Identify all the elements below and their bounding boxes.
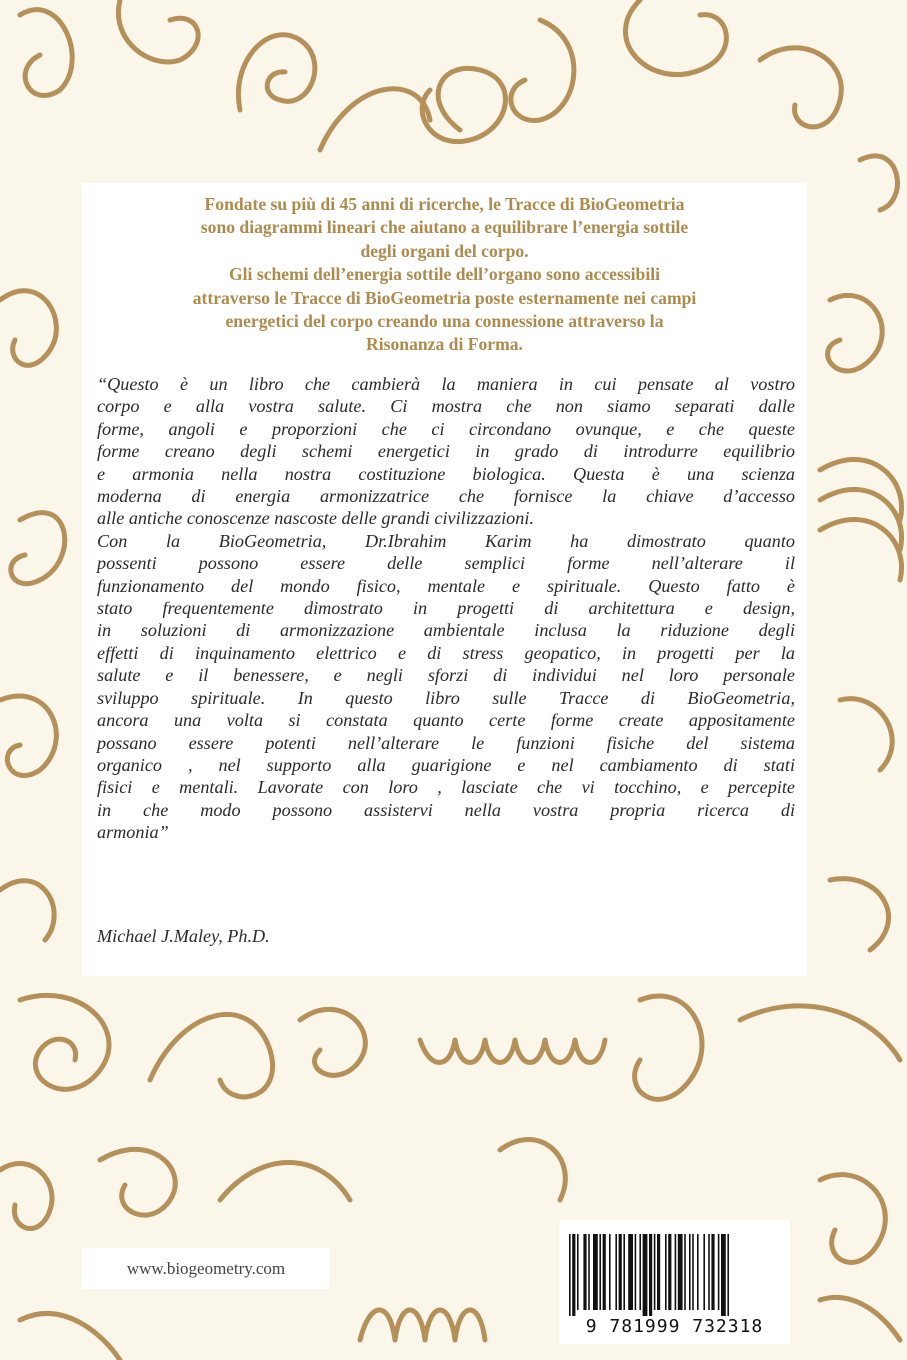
swirl-ornament <box>300 1009 365 1075</box>
swirl-ornament <box>828 295 883 371</box>
quote-line: ancora una volta si constata quanto certe forme create appositamente <box>97 710 795 731</box>
website-url: www.biogeometry.com <box>82 1248 330 1289</box>
barcode-bar <box>697 1234 699 1310</box>
quote-line: organico , nel supporto alla guarigione e nel cambiamento di stati <box>97 754 795 775</box>
intro-line: Fondate su più di 45 anni di ricerche, le Tracce di BioGeometria <box>204 194 685 214</box>
swirl-ornament <box>11 513 65 584</box>
barcode-bar <box>623 1234 625 1310</box>
swirl-ornament <box>100 1149 175 1215</box>
barcode-bar <box>615 1234 617 1310</box>
barcode-bar <box>643 1234 648 1316</box>
quote-line: effetti di inquinamento elettrico e di stress geopatico, in progetti per la <box>97 642 795 663</box>
barcode-bar <box>703 1234 705 1310</box>
swirl-ornament <box>860 156 897 210</box>
quote-line: possenti possono essere delle semplici forme nell’alterare il <box>97 553 795 574</box>
swirl-ornament <box>320 89 430 150</box>
barcode-bar <box>577 1234 579 1310</box>
quote-line: “Questo è un libro che cambierà la maniera in cui pensate al vostro <box>97 374 795 394</box>
barcode-bar <box>668 1234 671 1310</box>
barcode-bar <box>665 1234 667 1310</box>
barcode-bar <box>649 1234 652 1316</box>
swirl-ornament <box>150 1014 273 1096</box>
swirl-ornament <box>118 0 198 62</box>
swirl-ornament <box>635 996 702 1099</box>
swirl-ornament <box>625 0 726 75</box>
swirl-ornament <box>830 879 889 950</box>
swirl-ornament <box>500 1140 565 1200</box>
quote-line: fisici e mentali. Lavorate con loro , lasciate che vi tocchino, e percepite <box>97 777 795 798</box>
quote-line: salute e il benessere, e negli sforzi di individui nel loro personale <box>97 665 795 686</box>
swirl-ornament <box>220 1163 350 1201</box>
quote-line: armonia” <box>97 822 169 843</box>
barcode-bar <box>727 1234 729 1316</box>
swirl-ornament <box>820 460 902 580</box>
barcode-bar <box>603 1234 606 1310</box>
quote-line: stato frequentemente dimostrato in progetti di architettura e design, <box>97 598 795 619</box>
quote-line: forme creano degli schemi energetici in grado di introdurre equilibrio <box>97 441 795 462</box>
intro-line: attraverso le Tracce di BioGeometria poste esternamente nei campi <box>192 287 697 308</box>
intro-line: Gli schemi dell’energia sottile dell’organo sono accessibili <box>228 264 660 285</box>
quote-line: corpo e alla vostra salute. Ci mostra che non siamo separati dalle <box>97 396 795 417</box>
swirl-ornament <box>740 1006 900 1060</box>
swirl-ornament <box>0 1164 52 1229</box>
barcode-bar <box>593 1234 598 1310</box>
swirl-ornament <box>20 995 109 1089</box>
quote-line: funzionamento del mondo fisico, mentale e spirituale. Questo fatto è <box>97 575 795 596</box>
barcode-bar <box>588 1234 590 1310</box>
quote-line: e armonia nella nostra costituzione biologica. Questa è una scienza <box>97 463 795 484</box>
quote-line: moderna di energia armonizzatrice che fornisce la chiave d’accesso <box>97 486 795 507</box>
isbn-barcode-icon <box>567 1234 782 1316</box>
quote-line: in che modo possono assistervi nella vostra propria ricerca di <box>97 799 795 820</box>
swirl-ornament <box>422 68 505 141</box>
barcode-bar <box>718 1234 720 1310</box>
text-panel <box>82 183 807 976</box>
barcode-bar <box>599 1234 601 1310</box>
barcode-bar <box>708 1234 710 1310</box>
barcode-box <box>559 1220 790 1344</box>
intro-line: sono diagrammi lineari che aiutano a equilibrare l’energia sottile <box>200 217 689 238</box>
swirl-ornament <box>840 699 892 770</box>
quote-line: alle antiche conoscenze nascoste delle grandi civilizzazioni. <box>97 508 534 529</box>
intro-paragraph <box>92 193 797 357</box>
barcode-bar <box>628 1234 633 1310</box>
swirl-ornament <box>420 1040 605 1063</box>
swirl-ornament <box>360 1310 485 1340</box>
barcode-bar <box>639 1234 641 1310</box>
quote-line: forme, angoli e proporzioni che ci circondano ovunque, e che queste <box>97 418 795 439</box>
swirl-ornament <box>760 48 841 127</box>
quote-line: in soluzioni di armonizzazione ambientale inclusa la riduzione degli <box>97 620 795 641</box>
swirl-ornament <box>511 20 574 120</box>
barcode-bar <box>684 1234 686 1310</box>
barcode-bar <box>675 1234 677 1310</box>
barcode-bar <box>569 1234 571 1316</box>
barcode-bar <box>711 1234 714 1310</box>
quote-line: possano essere potenti nell’alterare le funzioni fisiche del sistema <box>97 732 795 753</box>
intro-line: Risonanza di Forma. <box>366 334 523 355</box>
barcode-bar <box>692 1234 694 1310</box>
intro-line: degli organi del corpo. <box>360 240 529 261</box>
quote-line: Con la BioGeometria, Dr.Ibrahim Karim ha dimostrato quanto <box>97 530 795 551</box>
quote-paragraph <box>97 373 795 844</box>
swirl-ornament <box>20 10 72 96</box>
barcode-bar <box>635 1234 637 1310</box>
barcode-bar <box>572 1234 575 1316</box>
quote-signature: Michael J.Maley, Ph.D. <box>97 926 270 946</box>
barcode-bar <box>583 1234 586 1310</box>
barcode-bar <box>689 1234 691 1310</box>
swirl-ornament <box>238 35 314 110</box>
swirl-ornament <box>0 696 56 776</box>
barcode-bar <box>678 1234 683 1310</box>
barcode-bar <box>654 1234 656 1310</box>
swirl-ornament <box>0 291 56 366</box>
barcode-bar <box>657 1234 660 1310</box>
barcode-bar <box>619 1234 622 1310</box>
isbn-number: 9 781999 732318 <box>585 1316 764 1337</box>
barcode-bar <box>721 1234 726 1316</box>
barcode-bar <box>609 1234 611 1310</box>
intro-line: energetici del corpo creando una connessione attraverso la <box>225 311 664 332</box>
swirl-ornament <box>820 1175 885 1263</box>
swirl-ornament <box>0 881 54 940</box>
swirl-ornament <box>820 1297 900 1340</box>
swirl-ornament <box>20 1314 120 1360</box>
quote-line: sviluppo spirituale. In questo libro sulle Tracce di BioGeometria, <box>97 687 795 708</box>
